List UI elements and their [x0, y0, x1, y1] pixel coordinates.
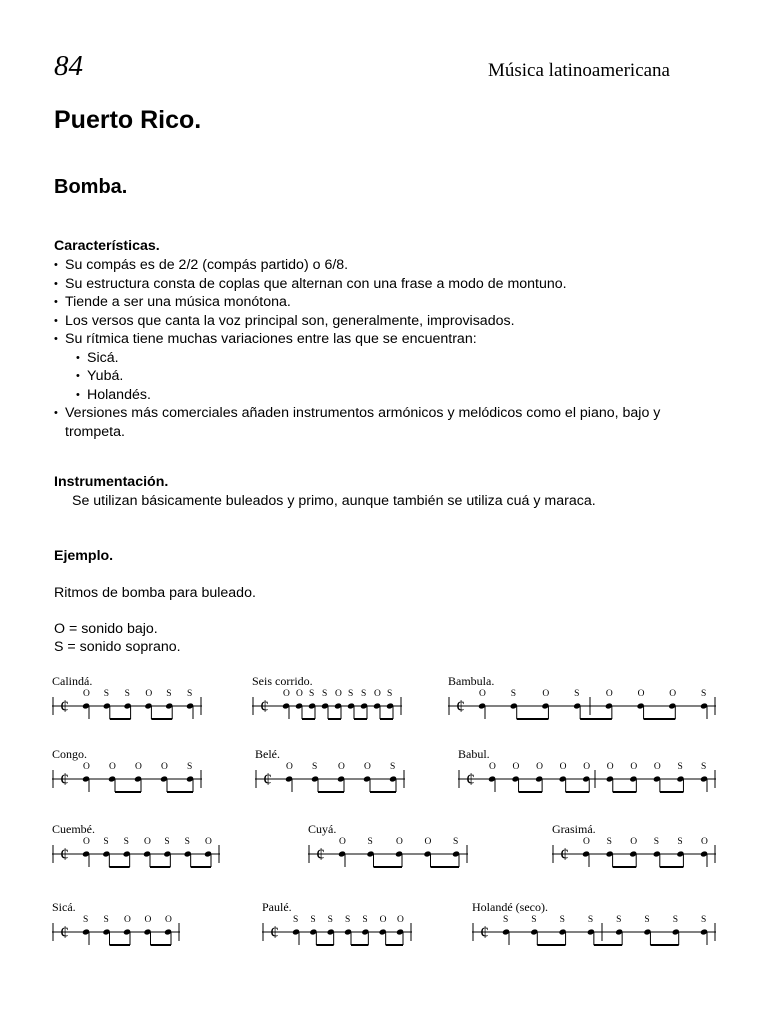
rhythm-staff	[308, 832, 468, 876]
note-label: O	[161, 762, 168, 772]
note-label: O	[165, 915, 172, 925]
rhythm-example	[472, 900, 716, 956]
note-label: O	[339, 837, 346, 847]
note-label: S	[606, 837, 612, 847]
page-title: Puerto Rico.	[54, 106, 202, 134]
note-label: S	[103, 689, 110, 699]
legend-high: S = sonido soprano.	[54, 639, 181, 655]
rhythm-example	[252, 674, 402, 730]
rhythm-staff	[448, 684, 716, 728]
time-signature: ¢	[60, 696, 69, 716]
running-head: Música latinoamericana	[487, 60, 670, 81]
note-label: S	[103, 837, 109, 847]
note-label: O	[424, 837, 432, 847]
caracteristicas-heading: Características.	[54, 238, 160, 254]
rhythm-staff	[458, 757, 716, 801]
list-item: • Su estructura consta de coplas que alternan con una frase a modo de montuno.	[54, 275, 718, 294]
note-label: O	[286, 762, 293, 772]
note-label: S	[653, 837, 660, 847]
note-label: S	[701, 762, 707, 772]
note-label: S	[312, 762, 318, 772]
rhythm-title: Cuyá.	[308, 822, 337, 836]
note-label: O	[283, 689, 290, 699]
note-label: S	[367, 837, 373, 847]
note-label: S	[103, 915, 109, 925]
note-label: S	[187, 689, 193, 699]
time-signature: ¢	[560, 844, 569, 864]
note-label: O	[374, 689, 381, 699]
rhythm-example	[52, 674, 202, 730]
time-signature: ¢	[60, 769, 69, 789]
rhythm-staff	[252, 684, 402, 728]
note-label: S	[672, 915, 679, 925]
rhythm-title: Cuembé.	[52, 822, 95, 836]
note-label: O	[669, 689, 677, 699]
note-label: S	[510, 689, 517, 699]
note-label: O	[542, 689, 550, 699]
note-label: O	[205, 837, 212, 847]
note-label: S	[677, 762, 683, 772]
list-item: • Su rítmica tiene muchas variaciones entre las que se encuentran:	[54, 330, 718, 349]
note-label: O	[559, 762, 567, 772]
rhythm-staff	[552, 832, 716, 876]
legend-low: O = sonido bajo.	[54, 621, 158, 637]
rhythm-title: Seis corrido.	[252, 674, 313, 688]
time-signature: ¢	[263, 769, 272, 789]
note-label: O	[489, 762, 496, 772]
note-label: O	[338, 762, 345, 772]
page-number: 84	[54, 50, 83, 82]
ejemplo-heading: Ejemplo.	[54, 548, 114, 564]
sub-list-item: • Holandés.	[54, 386, 718, 405]
note-label: O	[83, 762, 90, 772]
time-signature: ¢	[456, 696, 465, 716]
note-label: O	[512, 762, 520, 772]
note-label: S	[362, 915, 368, 925]
rhythm-example	[308, 822, 468, 878]
rhythm-staff	[52, 910, 180, 954]
note-label: S	[587, 915, 594, 925]
note-label: S	[574, 689, 580, 699]
rhythm-title: Paulé.	[262, 900, 292, 914]
note-label: S	[309, 689, 315, 699]
rhythm-title: Holandé (seco).	[472, 900, 548, 914]
note-label: O	[653, 762, 661, 772]
rhythm-example	[52, 900, 180, 956]
note-label: S	[390, 762, 396, 772]
note-label: O	[583, 837, 590, 847]
rhythm-staff	[255, 757, 405, 801]
rhythm-example	[262, 900, 412, 956]
sub-list-item: • Yubá.	[54, 367, 718, 386]
note-label: S	[293, 915, 299, 925]
note-label: S	[124, 689, 130, 699]
ejemplo-intro: Ritmos de bomba para buleado.	[54, 585, 256, 601]
note-label: S	[453, 837, 459, 847]
note-label: S	[348, 689, 354, 699]
rhythm-title: Calindá.	[52, 674, 93, 688]
rhythm-example	[52, 747, 202, 803]
note-label: S	[616, 915, 622, 925]
note-label: O	[630, 837, 638, 847]
note-label: O	[479, 689, 486, 699]
note-label: O	[630, 762, 638, 772]
sub-list-item: • Sicá.	[54, 349, 718, 368]
note-label: O	[144, 915, 152, 925]
note-label: O	[583, 762, 591, 772]
note-label: O	[606, 762, 614, 772]
time-signature: ¢	[316, 844, 325, 864]
note-label: S	[701, 915, 707, 925]
rhythm-example	[52, 822, 220, 878]
rhythm-staff	[52, 757, 202, 801]
note-label: S	[531, 915, 537, 925]
note-label: S	[361, 689, 367, 699]
rhythm-title: Belé.	[255, 747, 280, 761]
rhythm-staff	[52, 832, 220, 876]
note-label: S	[322, 689, 328, 699]
note-label: S	[83, 915, 89, 925]
list-item: • Tiende a ser una música monótona.	[54, 293, 718, 312]
note-label: O	[605, 689, 613, 699]
note-label: O	[335, 689, 342, 699]
note-label: S	[327, 915, 333, 925]
rhythm-title: Babul.	[458, 747, 490, 761]
note-label: O	[296, 689, 303, 699]
note-label: S	[187, 762, 193, 772]
instrumentacion-heading: Instrumentación.	[54, 474, 169, 490]
note-label: O	[701, 837, 708, 847]
note-label: S	[559, 915, 565, 925]
note-label: S	[123, 837, 129, 847]
time-signature: ¢	[466, 769, 475, 789]
note-label: O	[145, 689, 153, 699]
rhythm-example	[552, 822, 716, 878]
note-label: S	[345, 915, 351, 925]
time-signature: ¢	[260, 696, 269, 716]
rhythm-title: Sicá.	[52, 900, 76, 914]
rhythm-title: Bambula.	[448, 674, 495, 688]
note-label: S	[644, 915, 650, 925]
rhythm-title: Congo.	[52, 747, 88, 761]
list-item: • Los versos que canta la voz principal son, generalmente, improvisados.	[54, 312, 718, 331]
note-label: S	[310, 915, 316, 925]
list-item: • Su compás es de 2/2 (compás partido) o 6/8.	[54, 256, 718, 275]
note-label: S	[164, 837, 170, 847]
rhythm-staff	[472, 910, 716, 954]
note-label: O	[364, 762, 371, 772]
note-label: O	[637, 689, 645, 699]
note-label: O	[397, 915, 404, 925]
rhythm-example	[255, 747, 405, 803]
note-label: O	[536, 762, 543, 772]
instrumentacion-text: Se utilizan básicamente buleados y primo, aunque también se utiliza cuá y maraca.	[72, 493, 596, 509]
note-label: O	[83, 837, 90, 847]
note-label: S	[166, 689, 172, 699]
note-label: O	[124, 915, 131, 925]
note-label: O	[379, 915, 387, 925]
rhythm-staff	[52, 684, 202, 728]
section-title: Bomba.	[54, 176, 128, 198]
note-label: O	[83, 689, 90, 699]
time-signature: ¢	[270, 922, 279, 942]
rhythm-example	[458, 747, 716, 803]
note-label: S	[184, 837, 190, 847]
note-label: S	[701, 689, 707, 699]
rhythm-staff	[262, 910, 412, 954]
note-label: S	[503, 915, 509, 925]
time-signature: ¢	[60, 922, 69, 942]
note-label: S	[677, 837, 683, 847]
note-label: O	[109, 762, 116, 772]
caracteristicas-list	[54, 256, 718, 441]
note-label: O	[135, 762, 142, 772]
time-signature: ¢	[60, 844, 69, 864]
rhythm-title: Grasimá.	[552, 822, 596, 836]
note-label: S	[387, 689, 393, 699]
note-label: O	[396, 837, 403, 847]
note-label: O	[144, 837, 151, 847]
list-item: • Versiones más comerciales añaden instrumentos armónicos y melódicos como el piano, bajo y trompeta.	[54, 404, 718, 441]
rhythm-example	[448, 674, 716, 730]
time-signature: ¢	[480, 922, 489, 942]
